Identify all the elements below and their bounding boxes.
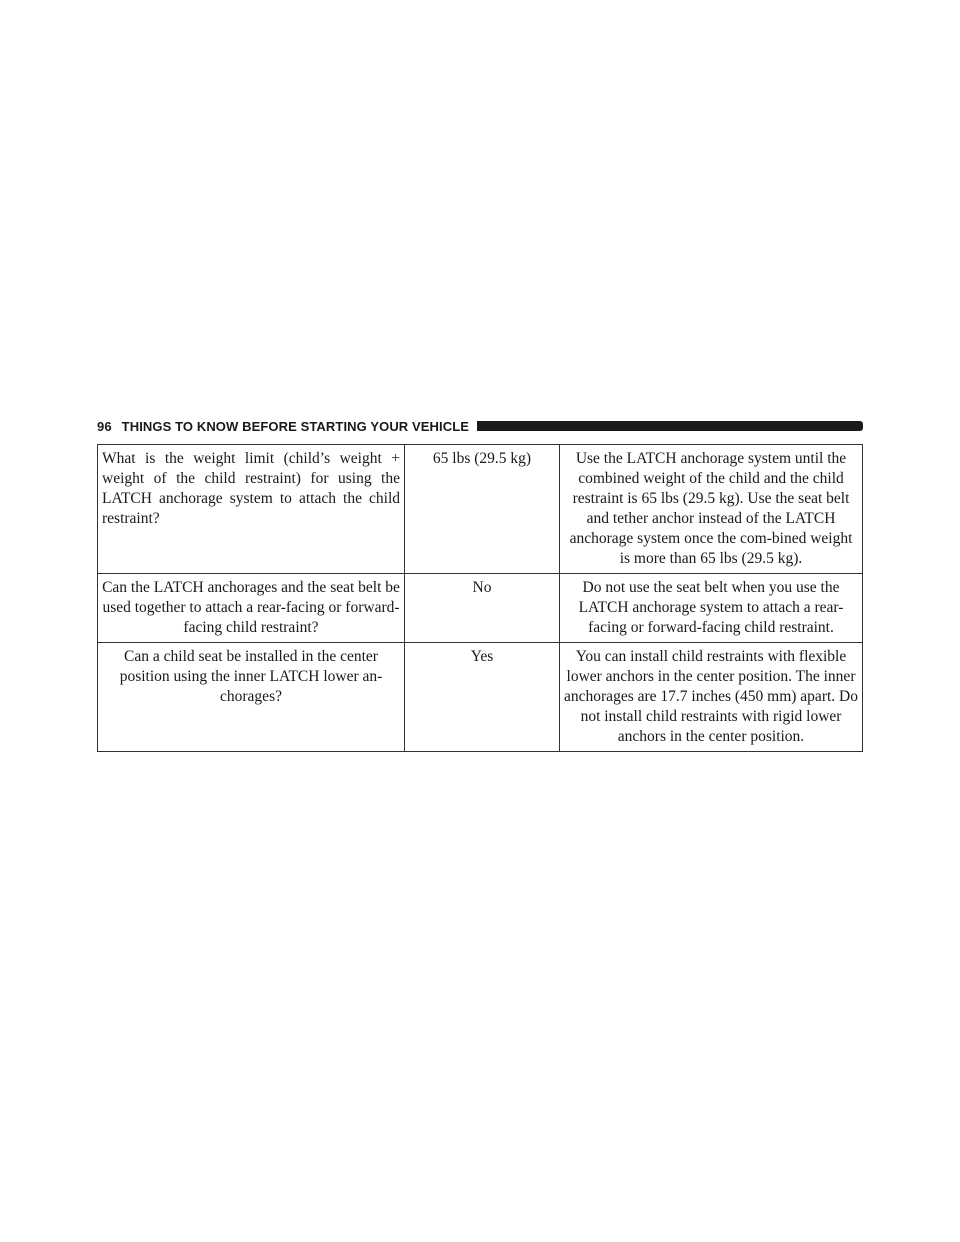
answer-cell: No xyxy=(405,574,560,643)
table-row xyxy=(98,574,863,643)
answer-cell: 65 lbs (29.5 kg) xyxy=(405,445,560,574)
latch-faq-table xyxy=(97,444,863,752)
question-cell: What is the weight limit (child’s weight + weight of the child restraint) for using the LATCH anchorage system to attach the child restraint? xyxy=(98,445,405,574)
page-number: 96 xyxy=(97,418,112,434)
table-row xyxy=(98,445,863,574)
details-cell: You can install child restraints with flexible lower anchors in the center position. The inner anchorages are 17.7 inches (450 mm) apart. Do not install child restraints with rigid lower anchors in the center position. xyxy=(560,643,863,752)
answer-cell: Yes xyxy=(405,643,560,752)
question-cell: Can a child seat be installed in the center position using the inner LATCH lower an-chorages? xyxy=(98,643,405,752)
details-cell: Do not use the seat belt when you use the LATCH anchorage system to attach a rear-facing or forward-facing child restraint. xyxy=(560,574,863,643)
section-title: THINGS TO KNOW BEFORE STARTING YOUR VEHICLE xyxy=(121,418,470,434)
question-cell: Can the LATCH anchorages and the seat belt be used together to attach a rear-facing or forward-facing child restraint? xyxy=(98,574,405,643)
page-header xyxy=(97,416,863,436)
header-rule xyxy=(477,421,863,431)
details-cell: Use the LATCH anchorage system until the combined weight of the child and the child restraint is 65 lbs (29.5 kg). Use the seat belt and tether anchor instead of the LATCH anchorage system once the com-bined weight is more than 65 lbs (29.5 kg). xyxy=(560,445,863,574)
table-row xyxy=(98,643,863,752)
